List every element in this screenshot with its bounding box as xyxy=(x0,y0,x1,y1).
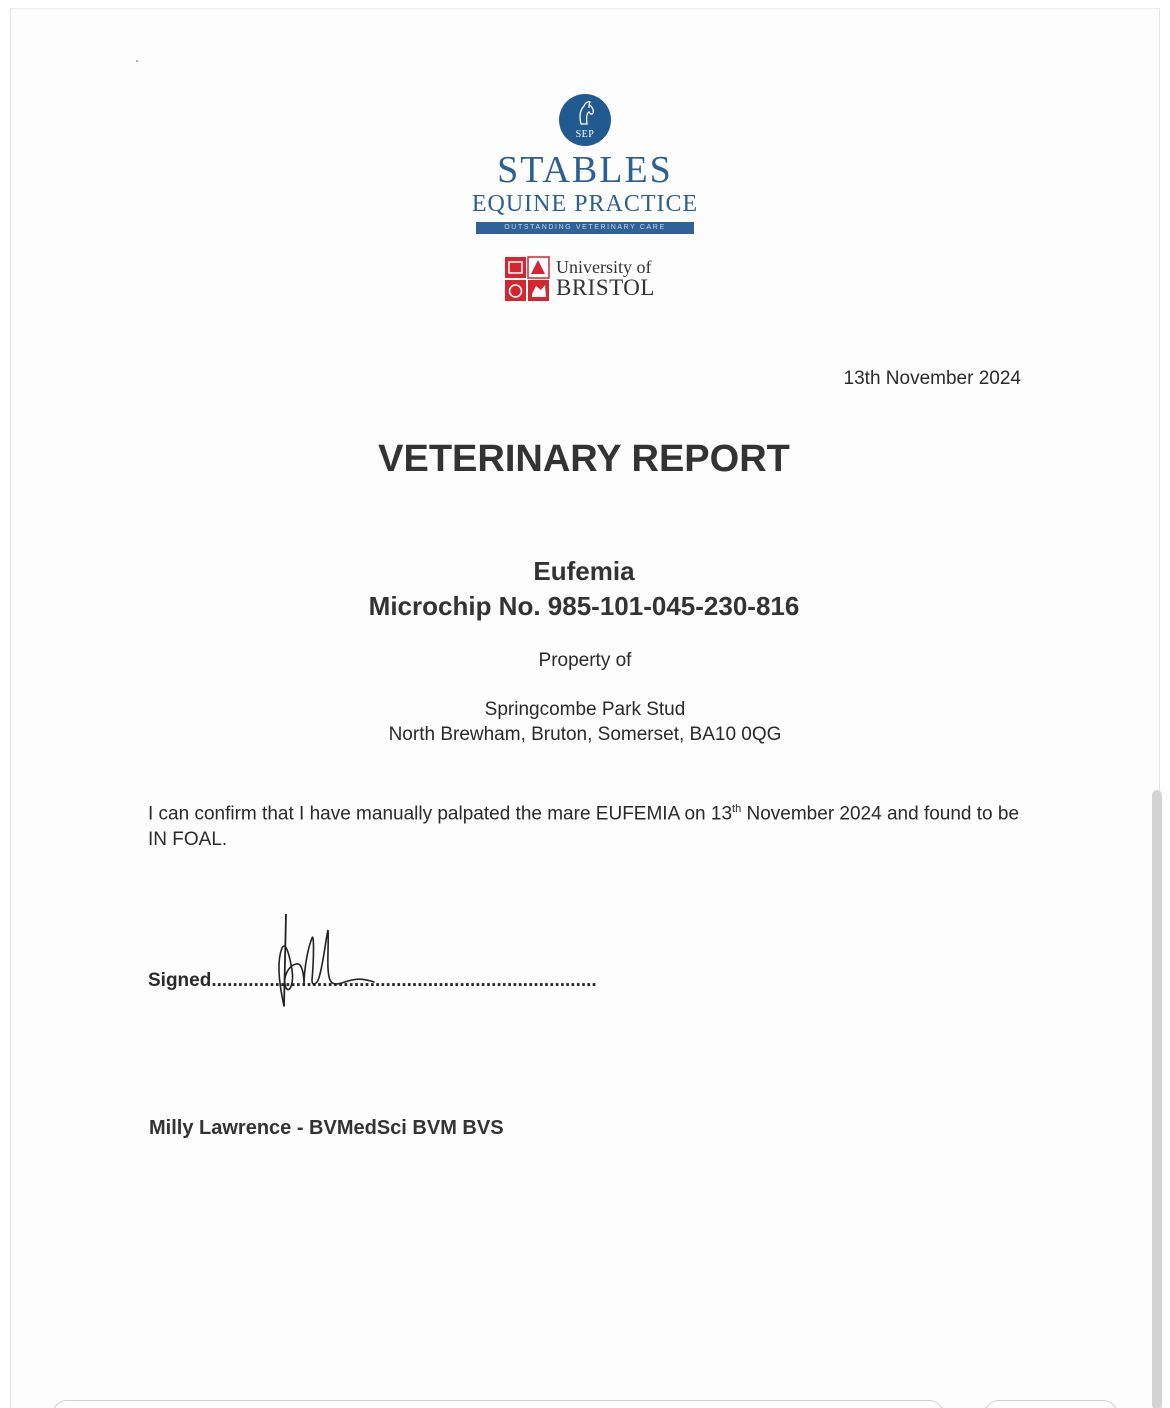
sep-badge xyxy=(559,94,611,146)
bottom-toolbar-left[interactable] xyxy=(52,1400,944,1408)
scan-speck xyxy=(136,60,138,62)
signatory-name: Milly Lawrence - BVMedSci BVM BVS xyxy=(149,1117,504,1139)
owner-name: Springcombe Park Stud xyxy=(484,699,686,720)
sep-badge-text: SEP xyxy=(575,129,595,140)
vertical-scrollbar[interactable] xyxy=(1152,790,1162,1408)
microchip-number: Microchip No. 985-101-045-230-816 xyxy=(368,591,800,621)
bristol-crest-icon xyxy=(504,256,550,302)
confirmation-text-end: November 2024 and found to be IN FOAL. xyxy=(148,803,1020,851)
bristol-line1: University of xyxy=(556,257,652,277)
horse-head-icon xyxy=(573,98,597,128)
practice-subname: EQUINE PRACTICE xyxy=(471,191,699,217)
report-title: VETERINARY REPORT xyxy=(378,438,790,480)
signed-line: Signed......................................................................... xyxy=(148,970,597,991)
owner-address: North Brewham, Bruton, Somerset, BA10 0QG xyxy=(388,724,782,745)
horse-name: Eufemia xyxy=(533,556,635,586)
confirmation-text-start: I can confirm that I have manually palpated the mare EUFEMIA on 13 xyxy=(148,803,733,825)
practice-tagline: OUTSTANDING VETERINARY CARE xyxy=(476,222,694,234)
handwritten-signature xyxy=(272,908,382,1010)
bottom-toolbar-right[interactable] xyxy=(984,1400,1118,1408)
university-of-bristol-logo xyxy=(504,256,655,302)
practice-name: STABLES xyxy=(497,149,673,191)
confirmation-statement xyxy=(148,796,1028,853)
stables-equine-practice-logo xyxy=(0,94,1170,239)
property-of-label: Property of xyxy=(538,650,632,671)
bristol-line2: BRISTOL xyxy=(556,275,655,300)
report-date: 13th November 2024 xyxy=(843,368,1021,389)
date-ordinal-suffix: th xyxy=(732,803,742,815)
